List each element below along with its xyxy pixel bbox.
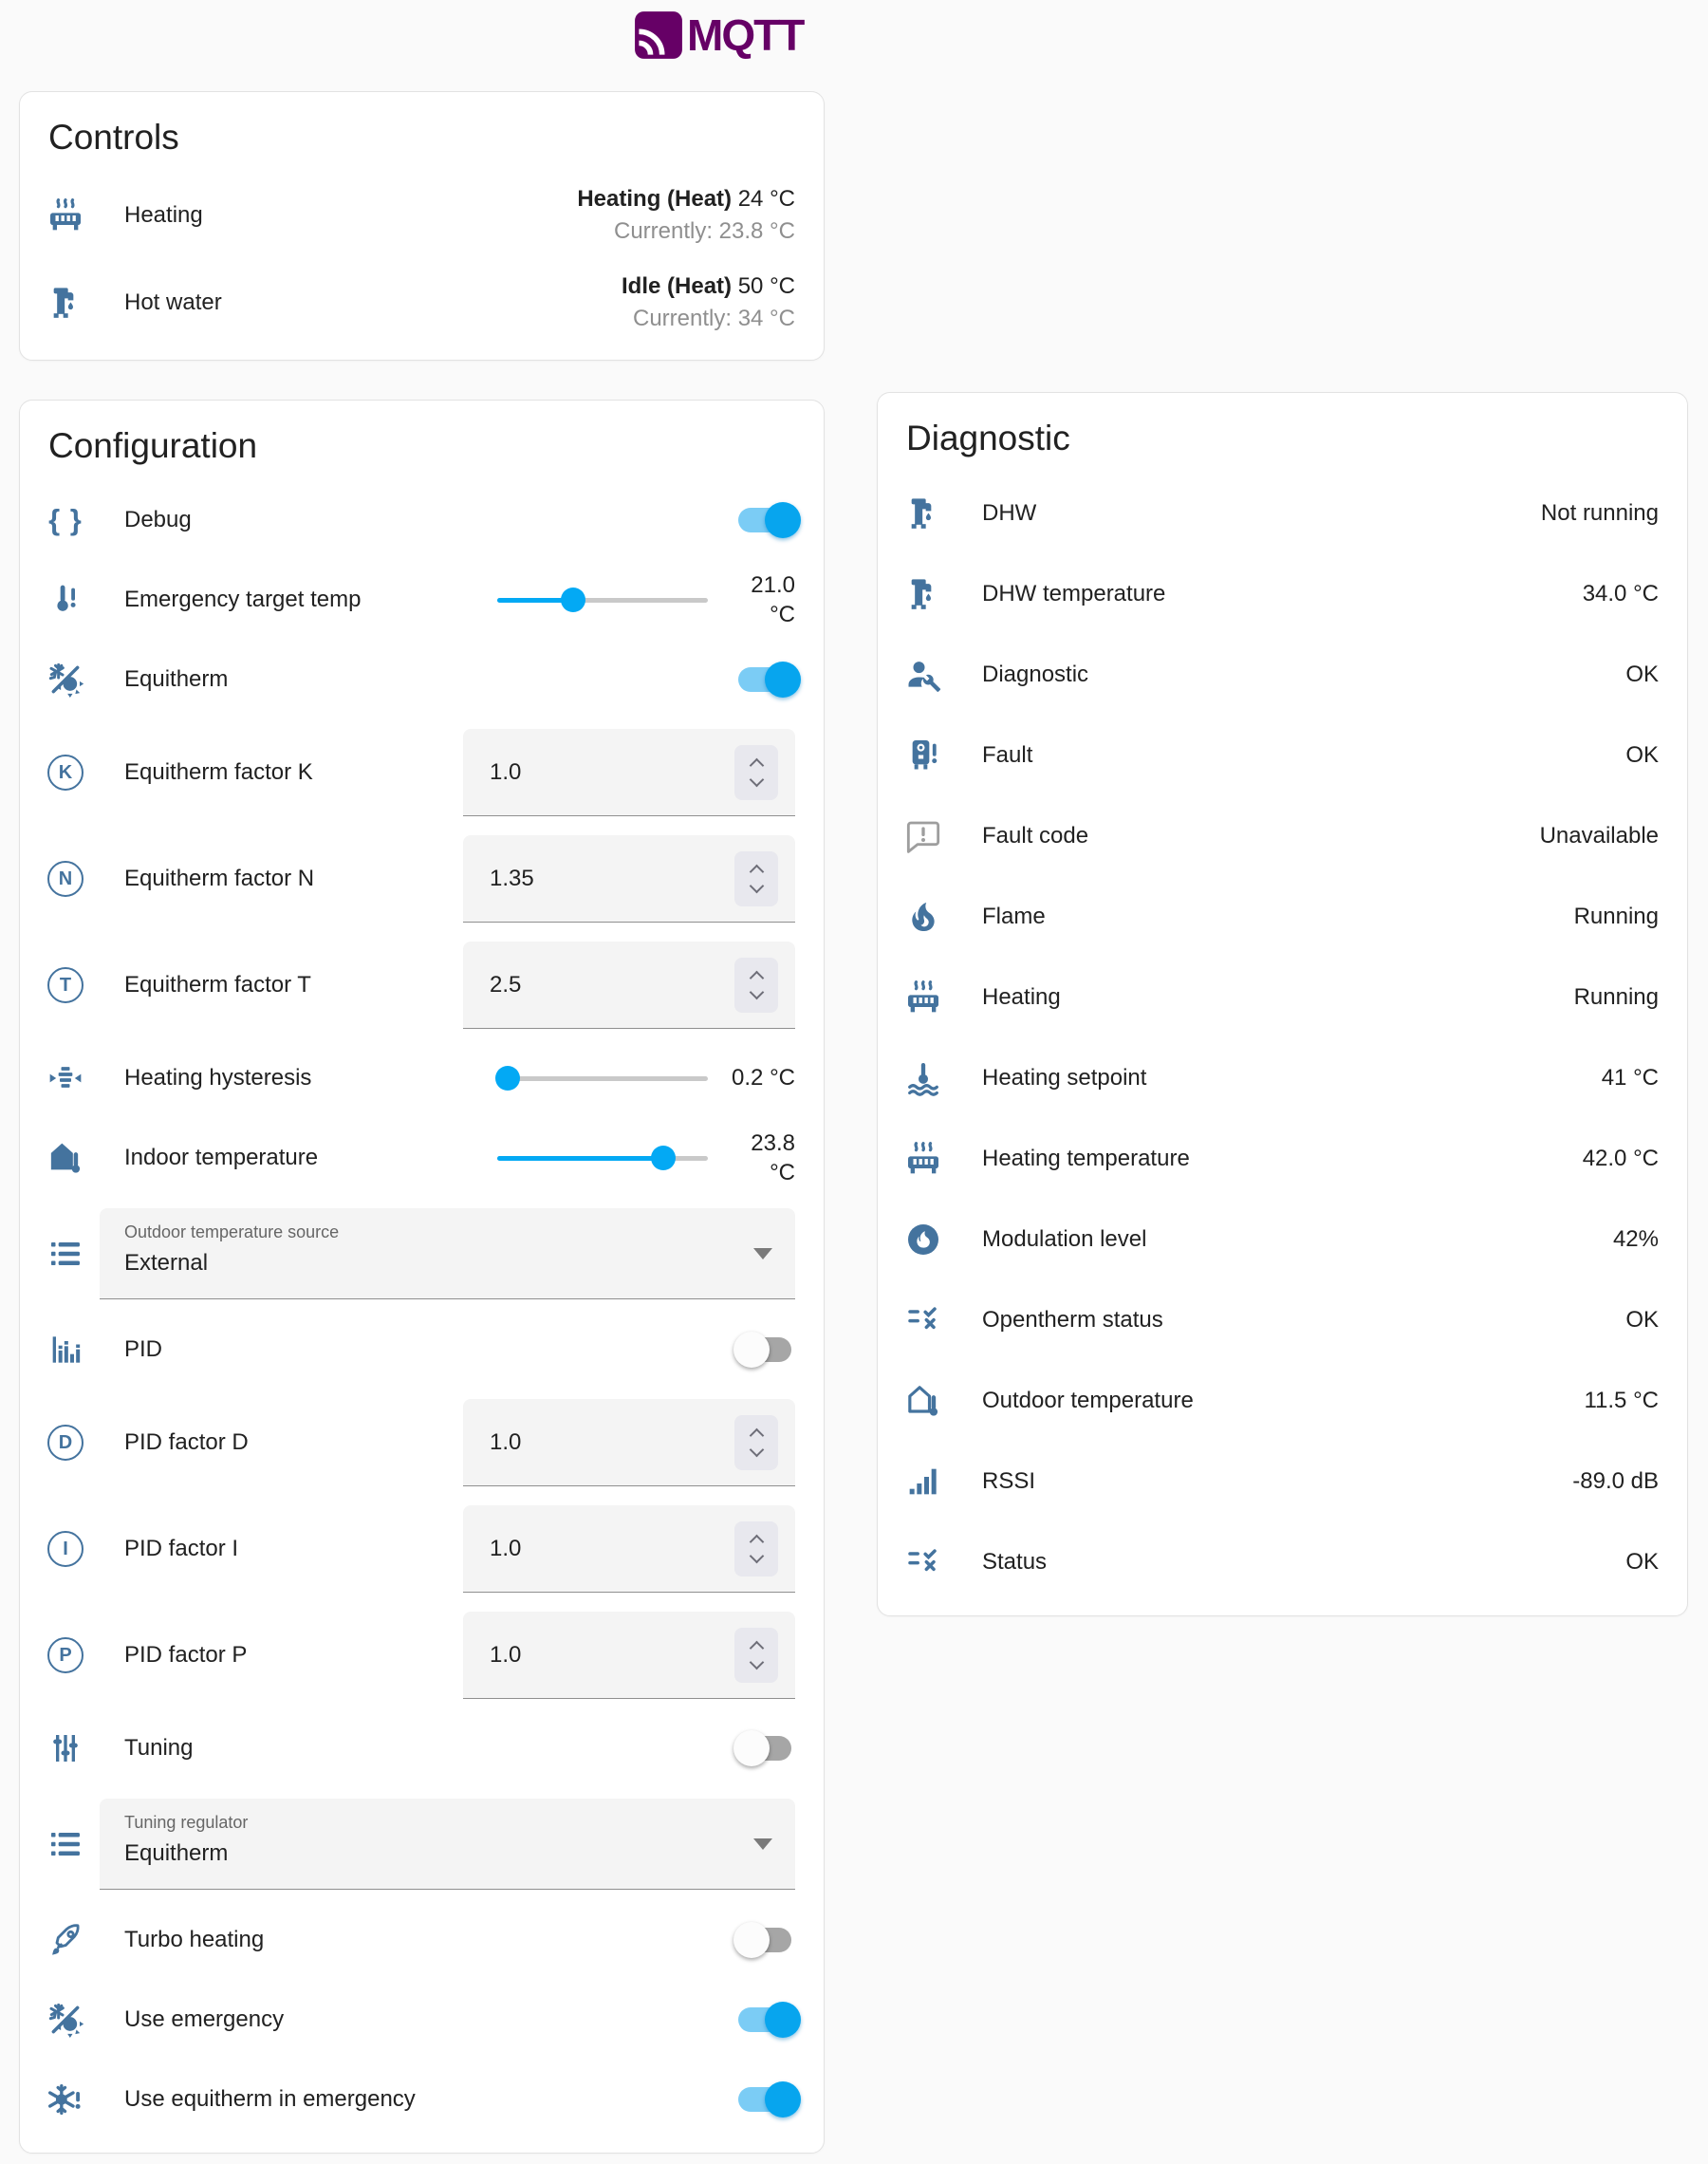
water-boiler-alert-icon	[904, 737, 942, 774]
diagnostic-row-modulation-level[interactable]: Modulation level 42%	[878, 1199, 1687, 1279]
sensor-value: 42.0 °C	[1582, 1145, 1659, 1171]
fire-icon	[904, 898, 942, 936]
snowflake-alert-icon	[46, 2080, 84, 2118]
list-icon	[46, 1235, 84, 1273]
mqtt-logo	[634, 9, 803, 61]
config-row-pid: PID	[20, 1310, 824, 1390]
heating-hysteresis-slider[interactable]	[497, 1064, 708, 1092]
diagnostic-row-heating-setpoint[interactable]: Heating setpoint 41 °C	[878, 1037, 1687, 1118]
chevron-down-icon	[749, 1442, 764, 1457]
control-label: Heating	[124, 202, 203, 228]
control-row-hot-water[interactable]	[20, 259, 824, 346]
tuning-toggle[interactable]	[738, 1730, 795, 1766]
equitherm-factor-k-input[interactable]: 1.0	[463, 729, 795, 816]
config-row-equitherm: Equitherm	[20, 640, 824, 719]
stepper-control[interactable]	[734, 1521, 778, 1576]
indoor-temperature-slider[interactable]	[497, 1144, 708, 1172]
config-row-tuning-regulator	[20, 1788, 824, 1900]
config-row-equitherm-factor-k: K Equitherm factor K 1.0	[20, 719, 824, 826]
slider-thumb[interactable]	[561, 588, 585, 612]
config-row-debug: { } Debug	[20, 480, 824, 560]
diagnostic-title: Diagnostic	[906, 419, 1070, 457]
diagnostic-card	[877, 392, 1688, 1616]
chevron-up-icon	[749, 1640, 764, 1655]
diagnostic-row-heating[interactable]: Heating Running	[878, 957, 1687, 1037]
letter-t-circle-icon: T	[47, 967, 84, 1003]
letter-k-circle-icon: K	[47, 755, 84, 791]
fire-circle-icon	[904, 1221, 942, 1259]
tune-vertical-icon	[46, 1729, 84, 1767]
tuning-regulator-select[interactable]: Tuning regulator Equitherm	[100, 1799, 795, 1890]
sensor-value: Not running	[1540, 499, 1659, 526]
equitherm-toggle[interactable]	[738, 662, 795, 698]
stepper-control[interactable]	[734, 1628, 778, 1683]
water-pump-icon	[46, 284, 84, 322]
climate-state: Heating (Heat) 24 °C	[577, 185, 795, 212]
diagnostic-row-fault[interactable]: Fault OK	[878, 715, 1687, 795]
diagnostic-row-status[interactable]: Status OK	[878, 1521, 1687, 1602]
configuration-title: Configuration	[48, 426, 258, 465]
rocket-icon	[46, 1921, 84, 1959]
letter-i-circle-icon: I	[47, 1531, 84, 1567]
diagnostic-row-outdoor-temperature[interactable]: Outdoor temperature 11.5 °C	[878, 1360, 1687, 1441]
config-row-outdoor-temperature-source	[20, 1198, 824, 1310]
diagnostic-row-fault-code[interactable]: Fault code Unavailable	[878, 795, 1687, 876]
sensor-value: OK	[1625, 661, 1659, 687]
chevron-down-icon	[749, 772, 764, 787]
letter-p-circle-icon: P	[47, 1637, 84, 1673]
config-row-pid-factor-p: P PID factor P 1.0	[20, 1602, 824, 1708]
config-row-tuning: Tuning	[20, 1708, 824, 1788]
sensor-value: Running	[1573, 903, 1659, 929]
climate-current-temp: Currently: 23.8 °C	[613, 218, 795, 244]
outdoor-temperature-source-select[interactable]: Outdoor temperature source External	[100, 1208, 795, 1299]
logo-text: MQTT	[687, 10, 804, 60]
config-row-equitherm-factor-n: N Equitherm factor N 1.35	[20, 826, 824, 932]
chevron-down-icon	[749, 878, 764, 893]
sensor-value: -89.0 dB	[1572, 1467, 1659, 1494]
sun-snowflake-icon	[46, 661, 84, 699]
stepper-control[interactable]	[734, 851, 778, 906]
pid-toggle[interactable]	[738, 1332, 795, 1368]
slider-thumb[interactable]	[651, 1146, 676, 1170]
list-icon	[46, 1825, 84, 1863]
control-row-heating[interactable]	[20, 172, 824, 259]
config-row-equitherm-factor-t: T Equitherm factor T 2.5	[20, 932, 824, 1038]
stepper-control[interactable]	[734, 745, 778, 800]
chevron-down-icon	[749, 1654, 764, 1670]
diagnostic-row-opentherm-status[interactable]: Opentherm status OK	[878, 1279, 1687, 1360]
water-pump-icon	[904, 494, 942, 532]
list-status-icon	[904, 1543, 942, 1581]
controls-title: Controls	[48, 118, 179, 157]
config-row-use-equitherm-in-emergency: Use equitherm in emergency	[20, 2060, 824, 2139]
config-row-indoor-temperature: Indoor temperature 23.8 °C	[20, 1118, 824, 1198]
slider-value: 21.0 °C	[751, 571, 795, 627]
pid-factor-d-input[interactable]: 1.0	[463, 1399, 795, 1486]
chevron-up-icon	[749, 757, 764, 773]
climate-current-temp: Currently: 34 °C	[633, 306, 795, 331]
sensor-value: 34.0 °C	[1582, 580, 1659, 606]
use-emergency-toggle[interactable]	[738, 2002, 795, 2038]
pid-factor-i-input[interactable]: 1.0	[463, 1505, 795, 1593]
chevron-down-icon	[749, 1548, 764, 1563]
config-row-heating-hysteresis: Heating hysteresis 0.2 °C	[20, 1038, 824, 1118]
diagnostic-row-diagnostic[interactable]: Diagnostic OK	[878, 634, 1687, 715]
chevron-up-icon	[749, 1534, 764, 1549]
signal-icon	[904, 1463, 942, 1501]
turbo-heating-toggle[interactable]	[738, 1922, 795, 1958]
diagnostic-row-dhw-temperature[interactable]: DHW temperature 34.0 °C	[878, 553, 1687, 634]
slider-value: 0.2 °C	[732, 1065, 795, 1091]
config-row-turbo-heating: Turbo heating	[20, 1900, 824, 1980]
use-equitherm-in-emergency-toggle[interactable]	[738, 2081, 795, 2117]
equitherm-factor-n-input[interactable]: 1.35	[463, 835, 795, 923]
config-row-use-emergency: Use emergency	[20, 1980, 824, 2060]
debug-toggle[interactable]	[738, 502, 795, 538]
radiator-icon	[46, 196, 84, 234]
sensor-value: 11.5 °C	[1584, 1387, 1659, 1413]
comment-alert-icon	[904, 817, 942, 855]
chart-bars-icon	[46, 1331, 84, 1369]
chevron-up-icon	[749, 864, 764, 879]
dropdown-arrow-icon	[753, 1248, 772, 1259]
dropdown-arrow-icon	[753, 1838, 772, 1850]
sensor-value: 42%	[1612, 1225, 1659, 1252]
radiator-icon	[904, 1140, 942, 1178]
config-row-pid-factor-d: D PID factor D 1.0	[20, 1390, 824, 1496]
diagnostic-row-flame[interactable]: Flame Running	[878, 876, 1687, 957]
emergency-target-temp-slider[interactable]	[497, 586, 708, 614]
sensor-value: OK	[1625, 1548, 1659, 1575]
sun-snowflake-icon	[46, 2001, 84, 2039]
controls-card	[19, 91, 825, 361]
diagnostic-row-heating-temperature[interactable]: Heating temperature 42.0 °C	[878, 1118, 1687, 1199]
slider-thumb[interactable]	[495, 1066, 520, 1091]
thermometer-water-icon	[904, 1059, 942, 1097]
diagnostic-row-dhw[interactable]: DHW Not running	[878, 473, 1687, 553]
sensor-value: Running	[1573, 983, 1659, 1010]
stepper-control[interactable]	[734, 1415, 778, 1470]
pid-factor-p-input[interactable]: 1.0	[463, 1612, 795, 1699]
chevron-up-icon	[749, 970, 764, 985]
home-thermometer-icon	[46, 1139, 84, 1177]
home-thermometer-outline-icon	[904, 1382, 942, 1420]
hysteresis-icon	[46, 1059, 84, 1097]
slider-value: 23.8 °C	[751, 1129, 795, 1185]
thermometer-alert-icon	[46, 581, 84, 619]
config-row-emergency-target-temp: Emergency target temp 21.0 °C	[20, 560, 824, 640]
chevron-up-icon	[749, 1427, 764, 1443]
mqtt-signal-icon	[634, 10, 683, 60]
sensor-value: Unavailable	[1539, 822, 1659, 849]
letter-n-circle-icon: N	[47, 861, 84, 897]
configuration-card	[19, 400, 825, 2154]
page-header	[0, 0, 1708, 91]
control-label: Hot water	[124, 289, 222, 315]
radiator-icon	[904, 979, 942, 1017]
equitherm-factor-t-input[interactable]: 2.5	[463, 942, 795, 1029]
sensor-value: OK	[1625, 741, 1659, 768]
account-wrench-icon	[904, 656, 942, 694]
diagnostic-row-rssi[interactable]: RSSI -89.0 dB	[878, 1441, 1687, 1521]
letter-d-circle-icon: D	[47, 1425, 84, 1461]
stepper-control[interactable]	[734, 958, 778, 1013]
code-braces-icon: { }	[48, 503, 83, 536]
chevron-down-icon	[749, 984, 764, 999]
sensor-value: OK	[1625, 1306, 1659, 1333]
sensor-value: 41 °C	[1601, 1064, 1659, 1091]
config-row-pid-factor-i: I PID factor I 1.0	[20, 1496, 824, 1602]
water-pump-icon	[904, 575, 942, 613]
climate-state: Idle (Heat) 50 °C	[622, 272, 795, 299]
list-status-icon	[904, 1301, 942, 1339]
